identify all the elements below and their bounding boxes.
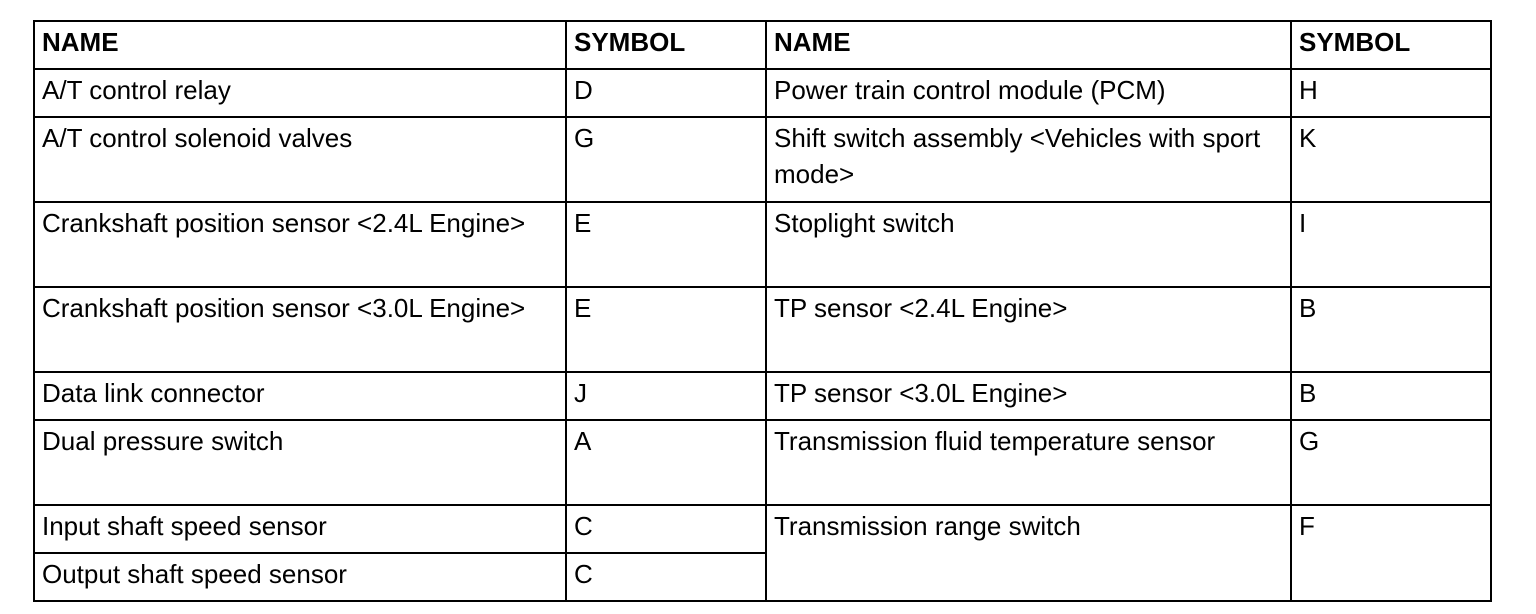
left-name-cell: Crankshaft position sensor <3.0L Engine> bbox=[34, 287, 566, 372]
table-row bbox=[34, 372, 1491, 420]
right-symbol-cell: B bbox=[1291, 372, 1491, 420]
left-name-cell: Dual pressure switch bbox=[34, 420, 566, 505]
left-symbol-cell: G bbox=[566, 117, 766, 202]
header-name-left: NAME bbox=[34, 21, 566, 69]
left-symbol-cell: J bbox=[566, 372, 766, 420]
header-symbol-right: SYMBOL bbox=[1291, 21, 1491, 69]
right-name-cell: Transmission fluid temperature sensor bbox=[766, 420, 1291, 505]
right-symbol-cell: G bbox=[1291, 420, 1491, 505]
left-symbol-cell: A bbox=[566, 420, 766, 505]
left-symbol-cell: E bbox=[566, 287, 766, 372]
left-symbol-cell: C bbox=[566, 505, 766, 553]
left-name-cell: Crankshaft position sensor <2.4L Engine> bbox=[34, 202, 566, 287]
left-name-cell: Input shaft speed sensor bbox=[34, 505, 566, 553]
right-name-cell: TP sensor <3.0L Engine> bbox=[766, 372, 1291, 420]
header-symbol-left: SYMBOL bbox=[566, 21, 766, 69]
right-symbol-cell: H bbox=[1291, 69, 1491, 117]
right-symbol-cell: I bbox=[1291, 202, 1491, 287]
table-row bbox=[34, 420, 1491, 505]
left-name-cell: Data link connector bbox=[34, 372, 566, 420]
header-name-right: NAME bbox=[766, 21, 1291, 69]
right-name-cell: TP sensor <2.4L Engine> bbox=[766, 287, 1291, 372]
table-row bbox=[34, 202, 1491, 287]
table-row bbox=[34, 287, 1491, 372]
table-row bbox=[34, 117, 1491, 202]
left-name-cell: A/T control relay bbox=[34, 69, 566, 117]
left-symbol-cell: E bbox=[566, 202, 766, 287]
left-symbol-cell: D bbox=[566, 69, 766, 117]
table-row bbox=[34, 505, 1491, 553]
left-name-cell: Output shaft speed sensor bbox=[34, 553, 566, 601]
right-symbol-cell: F bbox=[1291, 505, 1491, 601]
right-symbol-cell: K bbox=[1291, 117, 1491, 202]
right-name-cell: Power train control module (PCM) bbox=[766, 69, 1291, 117]
header-row bbox=[34, 21, 1491, 69]
table-row bbox=[34, 69, 1491, 117]
component-symbol-table bbox=[33, 20, 1492, 602]
right-name-cell: Stoplight switch bbox=[766, 202, 1291, 287]
right-symbol-cell: B bbox=[1291, 287, 1491, 372]
right-name-cell: Shift switch assembly <Vehicles with sport mode> bbox=[766, 117, 1291, 202]
right-name-cell: Transmission range switch bbox=[766, 505, 1291, 601]
left-name-cell: A/T control solenoid valves bbox=[34, 117, 566, 202]
left-symbol-cell: C bbox=[566, 553, 766, 601]
